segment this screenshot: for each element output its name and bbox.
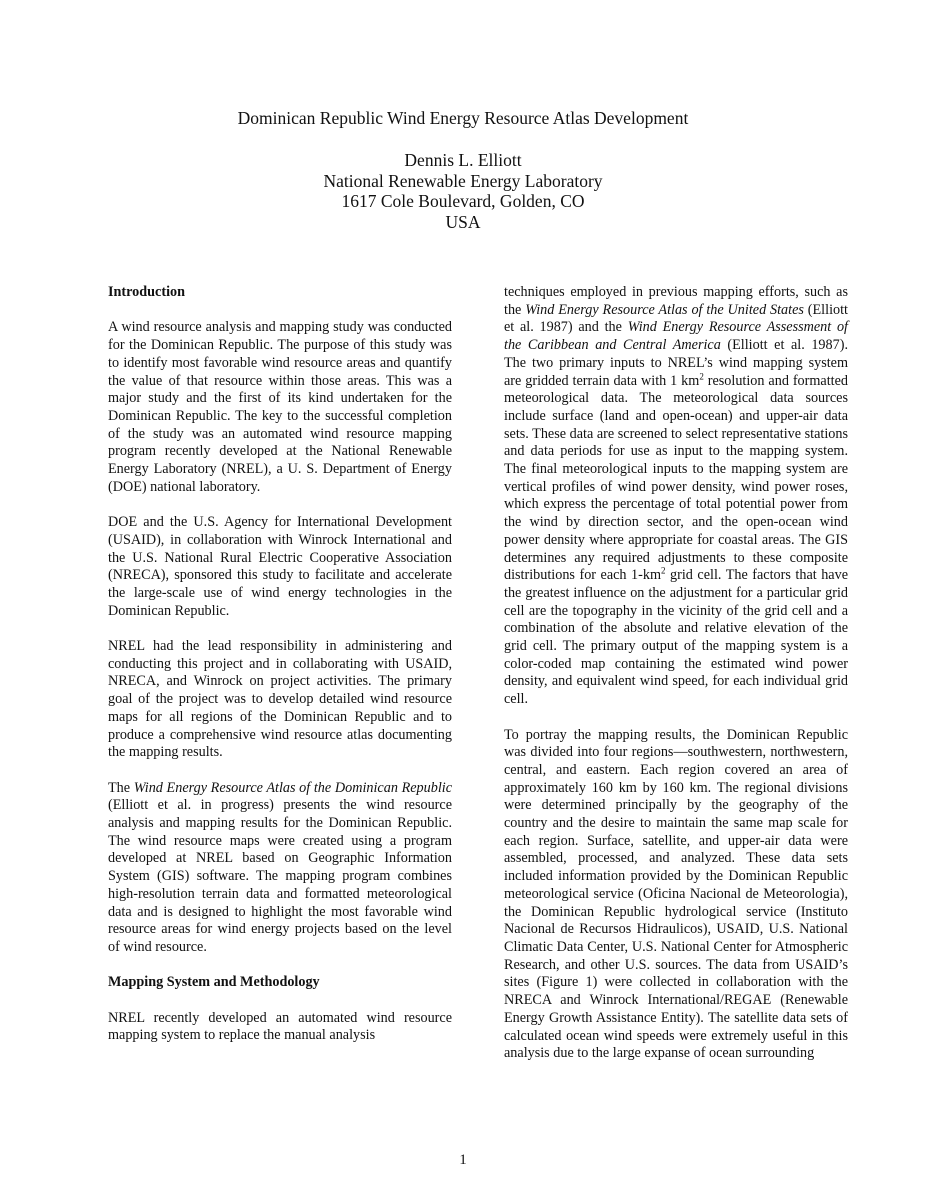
paragraph: A wind resource analysis and mapping study was conducted for the Dominican Republic. The purpose of this study was to identify most favorable wind resource areas and quantify the value of that resource within those areas. This was a major study and the first of its kind undertaken for the Dominican Republic. The key to the successful completion of the study was an automated wind resource mapping program recently developed at the National Renewable Energy Laboratory (NREL), a U. S. Department of Energy (DOE) national laboratory. [108,319,452,495]
section-heading-methodology: Mapping System and Methodology [108,974,320,991]
paragraph: DOE and the U.S. Agency for International Development (USAID), in collaboration with Winrock International and the U.S. National Rural Electric Cooperative Association (NRECA), sponsored this study to facilitate and accelerate the large-scale use of wind energy technologies in the Dominican Republic. [108,514,452,619]
text-run: The [108,779,134,796]
author-org: National Renewable Energy Laboratory [323,170,603,191]
text-run: techniques employed in previous mapping efforts, such as the [504,284,848,318]
left-column [108,284,452,1063]
right-column [504,284,848,1081]
paragraph [504,284,848,709]
text-run: (Elliott et al. 1987). The two primary inputs to NREL’s wind mapping system are gridded terrain data with 1 km [504,337,848,389]
text-run: resolution and formatted meteorological data. The meteorological data sources include surface (land and open-ocean) and upper-air data sets. These data are screened to select representative stations and data periods for use as input to the mapping system. The final meteorological inputs to the mapping system are vertical profiles of wind power density, wind power roses, which express the percentage of total potential power from the wind by direction sector, and the open-ocean wind power density where appropriate for coastal areas. The GIS determines any required adjustments to these composite distributions for each 1-km [504,372,848,584]
author-address: 1617 Cole Boulevard, Golden, CO [341,191,585,211]
italic-citation: Wind Energy Resource Atlas of the Dominican Republic [133,779,452,796]
superscript: 2 [699,370,704,381]
paragraph [108,780,452,957]
superscript: 2 [661,565,666,576]
italic-citation: Wind Energy Resource Atlas of the United States [525,301,804,318]
author-name: Dennis L. Elliott [404,150,522,170]
page-number: 1 [459,1152,467,1168]
text-run: grid cell. The factors that have the greatest influence on the adjustment for a particular grid cell are the topography in the vicinity of the grid cell and a combination of the absolute and relative elevation of the grid cell. The primary output of the mapping system is a color-coded map containing the estimated wind power density, and equivalent wind speed, for each individual grid cell. [504,567,848,708]
author-block [0,150,926,232]
text-run: (Elliott et al. in progress) presents the wind resource analysis and mapping results for the Dominican Republic. The wind resource maps were created using a program developed at NREL based on Geographic Information System (GIS) software. The mapping program combines high-resolution terrain data and formatted meteorological data and is designed to highlight the most favorable wind resource areas for wind energy projects based on the level of wind resource. [108,797,452,955]
paragraph: To portray the mapping results, the Dominican Republic was divided into four regions—southwestern, northwestern, central, and eastern. Each region covered an area of approximately 160 km by 160 km. The regional divisions were determined principally by the geography of the country and the desire to maintain the same map scale for each region. Surface, satellite, and upper-air data were assembled, processed, and analyzed. These data sets included information provided by the Dominican Republic meteorological service (Oficina Nacional de Meteorologia), the Dominican Republic hydrological service (Instituto Nacional de Recursos Hidraulicos), USAID, U.S. National Climatic Data Center, U.S. National Center for Atmospheric Research, and other U.S. sources. The data from USAID’s sites (Figure 1) were collected in collaboration with the NRECA and Winrock International/REGAE (Renewable Energy Growth Assistance Entity). The satellite data sets of calculated ocean wind speeds were extremely useful in this analysis due to the large expanse of ocean surrounding [504,726,848,1062]
text-run: (Elliott et al. 1987) and the [504,301,848,336]
author-country: USA [445,211,481,232]
page-title: Dominican Republic Wind Energy Resource Atlas Development [237,108,689,128]
paragraph: NREL recently developed an automated wind resource mapping system to replace the manual analysis [108,1009,452,1044]
italic-citation: Wind Energy Resource Assessment of the Caribbean and Central America [504,319,848,354]
section-heading-introduction: Introduction [108,284,185,300]
paragraph: NREL had the lead responsibility in administering and conducting this project and in collaborating with USAID, NRECA, and Winrock on project activities. The primary goal of the project was to develop detailed wind resource maps for all regions of the Dominican Republic and to produce a comprehensive wind resource atlas documenting the mapping results. [108,638,452,761]
